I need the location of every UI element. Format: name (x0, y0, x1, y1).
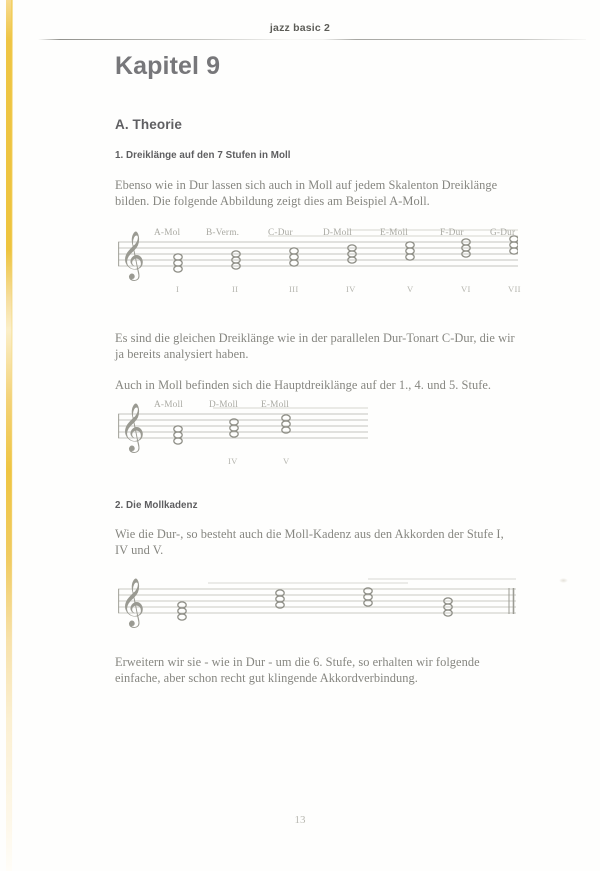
degree-label-6: VI (461, 284, 471, 294)
degree-label-1: I (176, 284, 180, 294)
running-title: jazz basic 2 (269, 22, 331, 34)
chord-label-4: D-Moll (323, 228, 353, 238)
chord-label-6: F-Dur (440, 228, 464, 238)
subsection-heading-dreiklaenge: 1. Dreiklänge auf den 7 Stufen in Moll (115, 150, 291, 161)
music-system-7-triads (118, 228, 521, 300)
paragraph-erweiterung: Erweitern wir sie - wie in Dur - um die 6. Stufe, so erhalten wir folgende einfache, aber schon recht gut klingende Akkordverbindung. (115, 655, 480, 685)
degree2-label-2: IV (228, 456, 238, 466)
page-number: 13 (294, 814, 306, 826)
chapter-title: Kapitel 9 (115, 52, 221, 80)
paragraph-dreiklaenge-intro: Ebenso wie in Dur lassen sich auch in Moll auf jedem Skalenton Dreiklänge bilden. Die folgende Abbildung zeigt dies am Beispiel A-Moll. (115, 178, 498, 208)
degree-label-7: VII (508, 284, 521, 294)
paragraph-parallele-dur-tonart: Es sind die gleichen Dreiklänge wie in der parallelen Dur-Tonart C-Dur, die wir ja bereits analysiert haben. (115, 331, 515, 361)
chord-label-5: E-Moll (380, 228, 409, 238)
chord2-label-2: D-Moll (209, 400, 239, 410)
binding-stripe-shadow (11, 0, 13, 871)
header-rule (38, 39, 586, 40)
degree-label-5: V (407, 284, 414, 294)
chord2-label-3: E-Moll (261, 400, 290, 410)
scan-artifact (559, 578, 568, 583)
music-system-mollkadenz (118, 575, 518, 635)
paragraph-wrap-hauptdreiklaenge (115, 378, 517, 394)
paragraph-mollkadenz: Wie die Dur-, so besteht auch die Moll-Kadenz aus den Akkorden der Stufe I, IV und V. (115, 527, 504, 557)
degree-label-3: III (289, 284, 299, 294)
chord-label-7: G-Dur (490, 228, 516, 238)
chord-label-3: C-Dur (268, 228, 293, 238)
degree2-label-3: V (283, 456, 290, 466)
music-system-hauptdreiklaenge (118, 400, 518, 472)
staff-notation-3 (118, 575, 516, 635)
paragraph-wrap-after-system-1 (115, 331, 517, 362)
section-a-heading-wrap (115, 117, 517, 132)
degree-label-4: IV (346, 284, 356, 294)
paragraph-hauptdreiklaenge: Auch in Moll befinden sich die Hauptdreiklänge auf der 1., 4. und 5. Stufe. (115, 378, 492, 392)
subsection-heading-mollkadenz: 2. Die Mollkadenz (115, 500, 198, 511)
subsection-1-paragraph-wrap (115, 178, 517, 209)
section-heading-theorie: A. Theorie (115, 117, 183, 132)
subsection-2-heading-wrap (115, 500, 517, 511)
subsection-2-paragraph-wrap (115, 527, 517, 558)
svg-text:𝄞: 𝄞 (120, 230, 145, 279)
subsection-1-heading-wrap (115, 150, 517, 161)
chord-label-1: A-Mol (154, 228, 181, 238)
svg-text:𝄞: 𝄞 (120, 577, 145, 626)
degree-label-2: II (232, 284, 239, 294)
svg-text:𝄞: 𝄞 (120, 402, 145, 451)
chord2-label-1: A-Moll (154, 400, 184, 410)
chord-label-2: B-Verm. (206, 228, 240, 238)
page-header (0, 22, 600, 48)
paragraph-wrap-erweiterung (115, 655, 517, 686)
